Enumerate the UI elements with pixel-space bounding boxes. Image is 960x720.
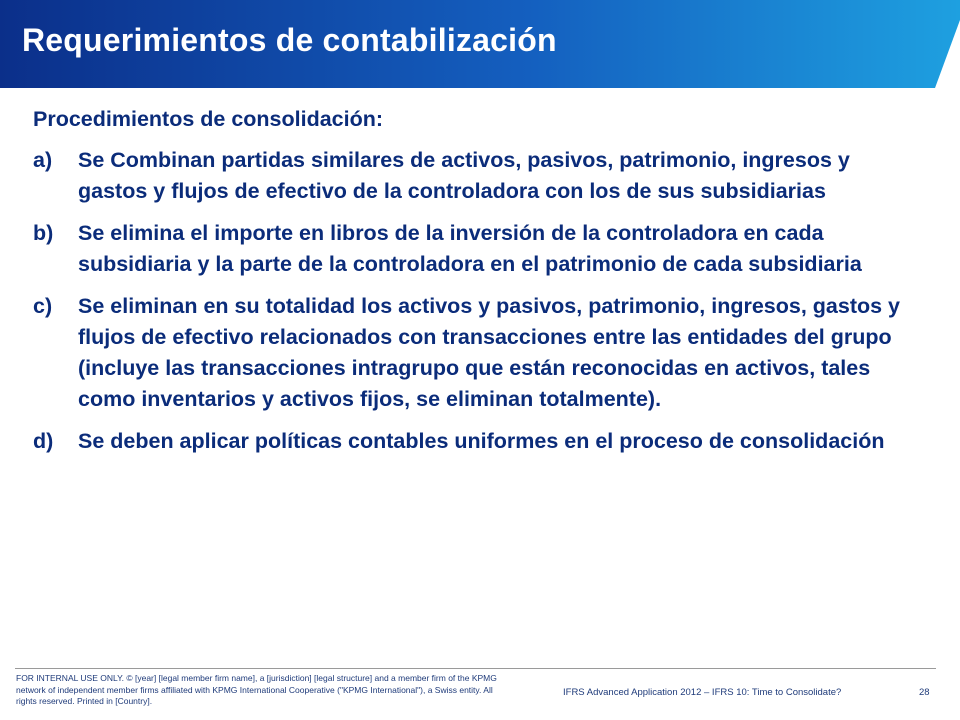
list-item [33,426,923,457]
list-item-marker: d) [33,429,54,453]
list-item [33,291,923,415]
footer-divider [15,668,936,669]
footer-presentation-title: IFRS Advanced Application 2012 – IFRS 10: Time to Consolidate? [563,687,842,698]
slide-title: Requerimientos de contabilización [22,22,557,58]
slide-body [33,104,923,468]
list-item-marker: b) [33,221,54,245]
list-item [33,145,923,207]
list-item-marker: c) [33,294,53,318]
list-item-text: Se deben aplicar políticas contables uniformes en el proceso de consolidación [78,429,885,453]
footer-disclaimer: FOR INTERNAL USE ONLY. © [year] [legal member firm name], a [jurisdiction] [legal structure] and a member firm of the KPMG network of independent member firms affiliated with KPMG International Cooperative ("KPMG International"), a Swiss entity. All rights reserved. Printed in [Country]. [16,673,497,706]
page-number: 28 [919,687,930,698]
section-heading: Procedimientos de consolidación: [33,107,384,131]
list-item-text: Se elimina el importe en libros de la inversión de la controladora en cada subsidiaria y la parte de la controladora en el patrimonio de cada subsidiaria [78,221,862,276]
title-banner [0,0,960,88]
list-item [33,218,923,280]
list-item-marker: a) [33,148,53,172]
list-item-text: Se eliminan en su totalidad los activos y pasivos, patrimonio, ingresos, gastos y flujos de efectivo relacionados con transacciones entre las entidades del grupo (incluye las transacciones intragrupo que están reconocidas en activos, tales como inventarios y activos fijos, se eliminan totalmente). [78,294,901,411]
list-item-text: Se Combinan partidas similares de activos, pasivos, patrimonio, ingresos y gastos y flujos de efectivo de la controladora con los de sus subsidiarias [78,148,850,203]
